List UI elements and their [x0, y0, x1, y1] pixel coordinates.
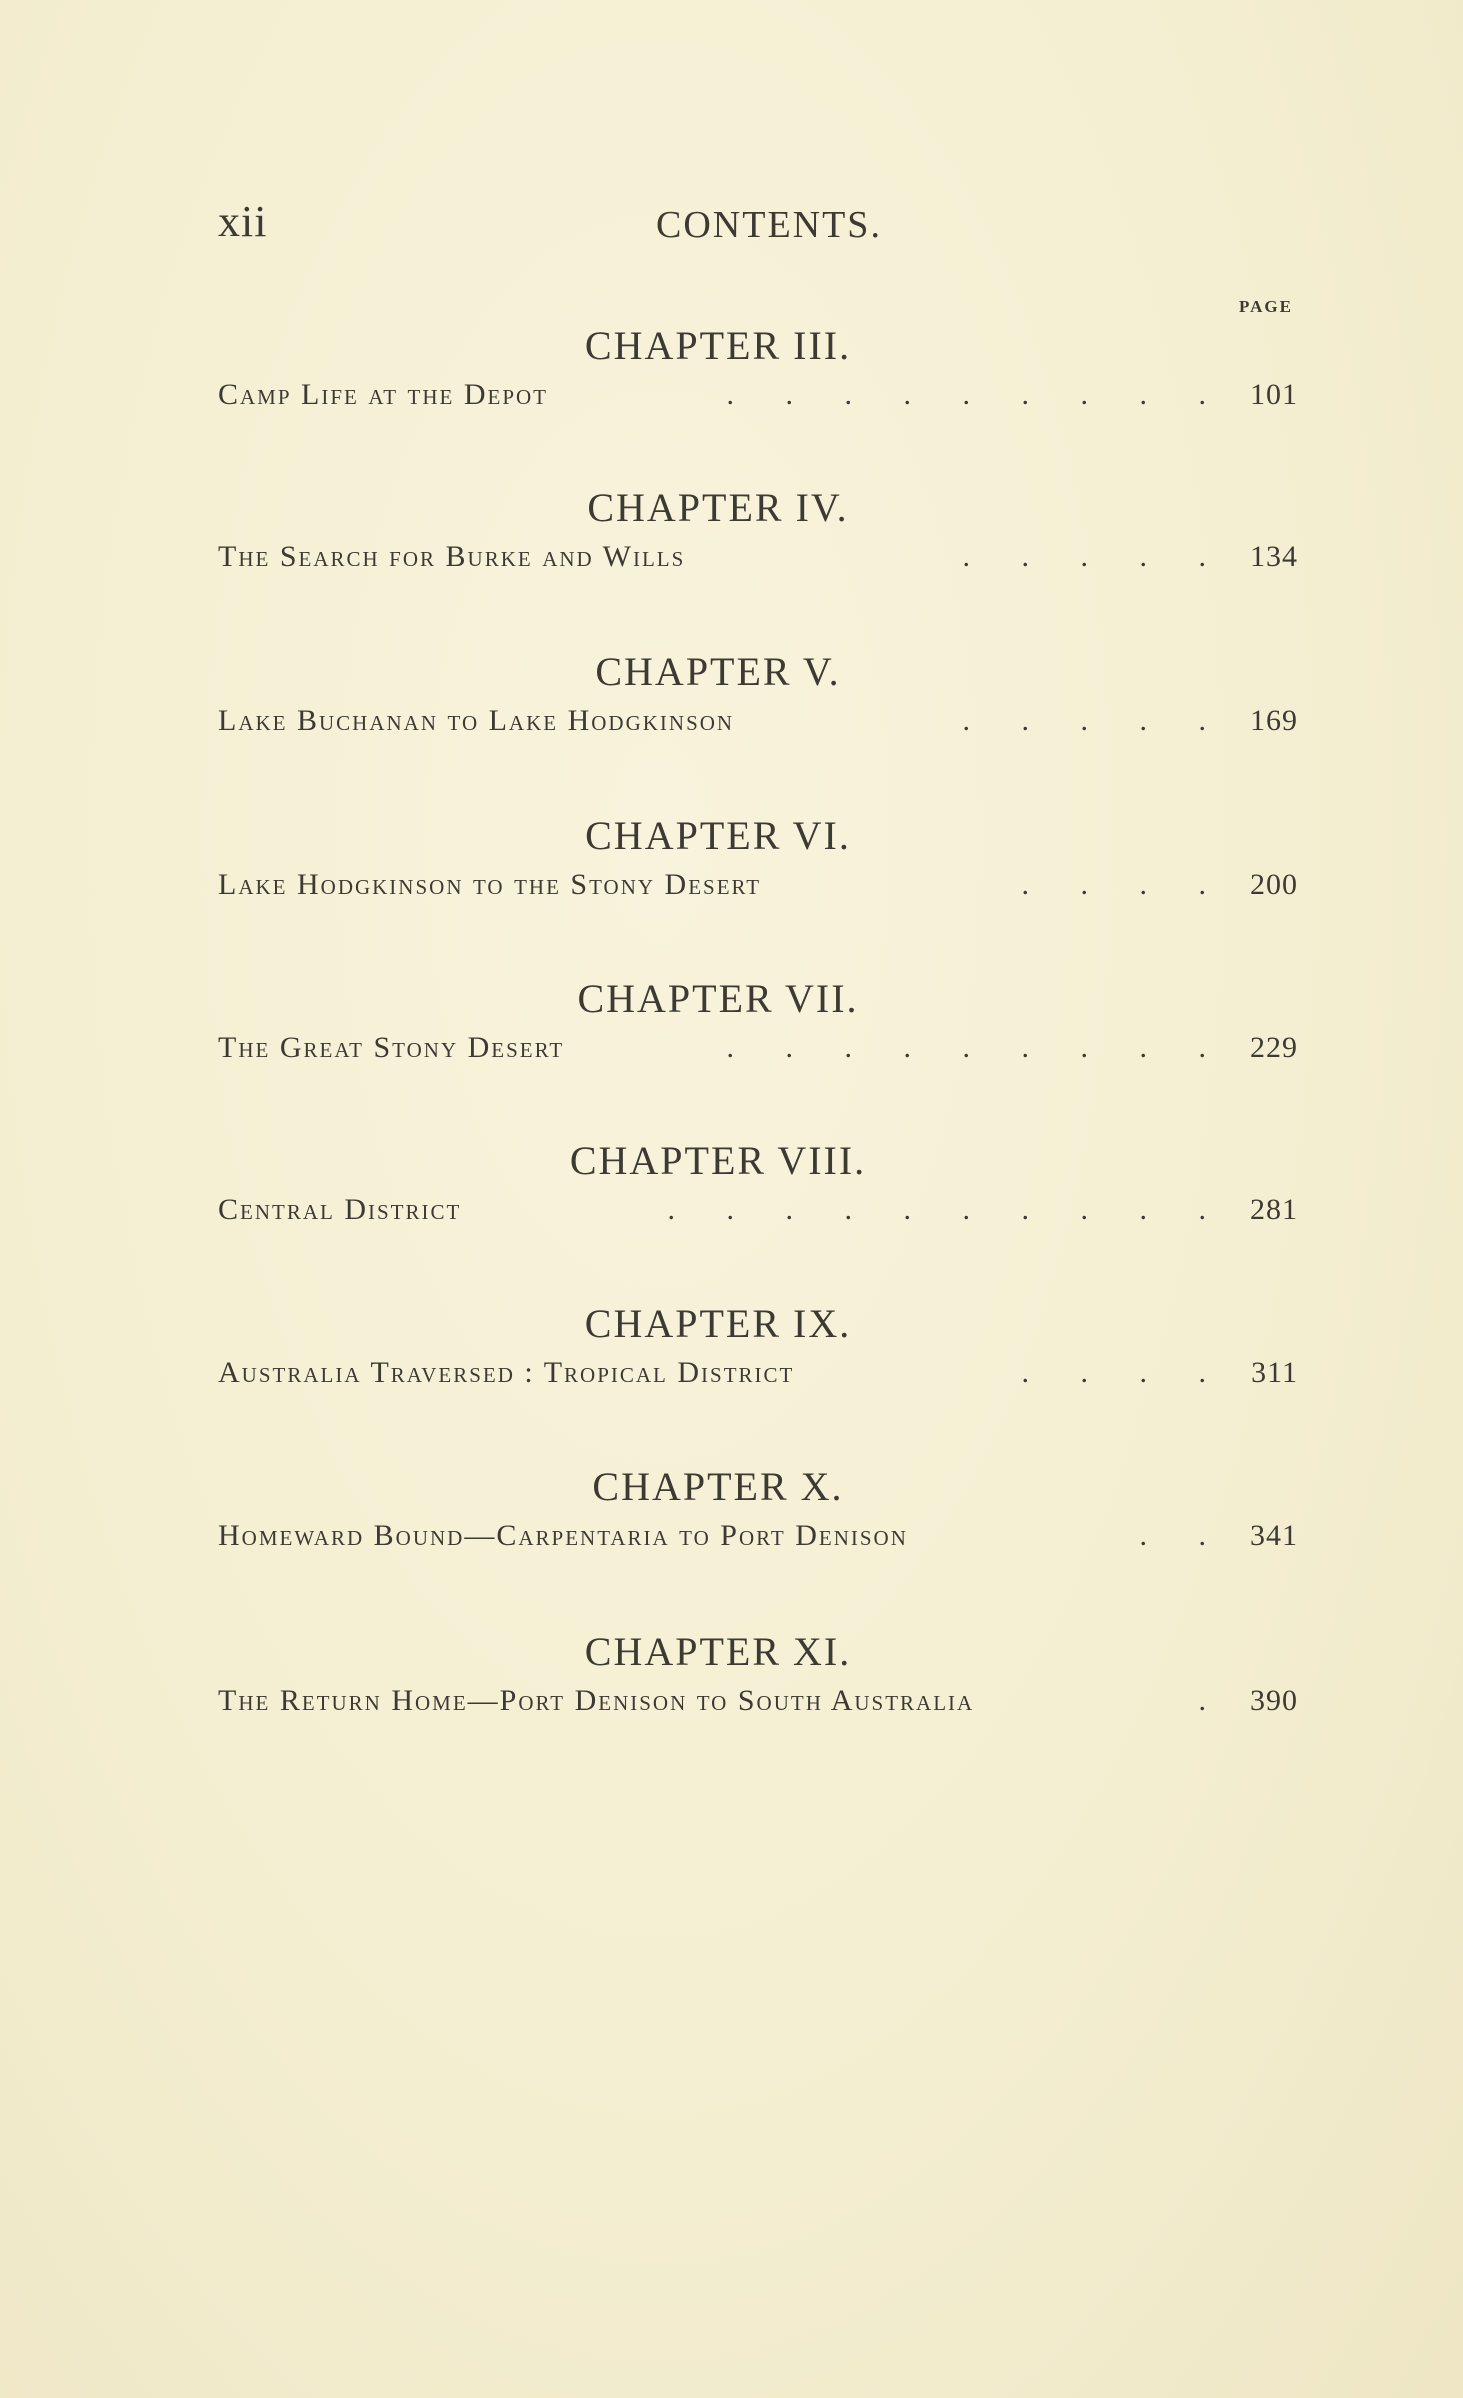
entry-title: Central District: [218, 1193, 462, 1226]
entry-title: Lake Hodgkinson to the Stony Desert: [218, 868, 762, 901]
page-column-label: PAGE: [1239, 297, 1293, 316]
leader-dots: . . . .: [1021, 1356, 1228, 1389]
entry-page-number: 200: [1250, 868, 1298, 901]
toc-chapter-10: [218, 1463, 1298, 1583]
leader-dots: . .: [1139, 1519, 1228, 1552]
toc-entry: [218, 868, 1298, 908]
leader-dots: . . . . . . . . . .: [667, 1193, 1228, 1226]
toc-chapter-8: [218, 1137, 1298, 1257]
chapter-heading: CHAPTER III.: [584, 323, 852, 368]
entry-page-number: 134: [1250, 540, 1298, 573]
entry-title: Lake Buchanan to Lake Hodgkinson: [218, 704, 735, 737]
toc-chapter-4: [218, 484, 1298, 604]
entry-title: Homeward Bound—Carpentaria to Port Denison: [218, 1519, 908, 1552]
entry-title: Australia Traversed : Tropical District: [218, 1356, 795, 1389]
toc-chapter-5: [218, 648, 1298, 768]
toc-entry: [218, 1031, 1298, 1071]
toc-entry: [218, 1193, 1298, 1233]
chapter-heading: CHAPTER V.: [595, 649, 841, 694]
entry-page-number: 281: [1250, 1193, 1298, 1226]
entry-page-number: 341: [1250, 1519, 1298, 1552]
entry-title: The Great Stony Desert: [218, 1031, 565, 1064]
entry-page-number: 311: [1251, 1356, 1298, 1389]
chapter-heading: CHAPTER XI.: [584, 1629, 852, 1674]
toc-entry: [218, 378, 1298, 418]
toc-entry: [218, 704, 1298, 744]
toc-entry: [218, 1519, 1298, 1559]
chapter-heading: CHAPTER VII.: [577, 976, 859, 1021]
leader-dots: . . . . . . . . .: [726, 1031, 1228, 1064]
leader-dots: . . . . .: [962, 540, 1228, 573]
leader-dots: . . . .: [1021, 868, 1228, 901]
entry-title: The Return Home—Port Denison to South Australia: [218, 1684, 975, 1717]
toc-chapter-3: [218, 322, 1298, 442]
chapter-heading: CHAPTER X.: [592, 1464, 844, 1509]
running-head: CONTENTS.: [656, 204, 882, 246]
leader-dots: . . . . .: [962, 704, 1228, 737]
toc-entry: [218, 1356, 1298, 1396]
leader-dots: .: [1198, 1684, 1228, 1717]
entry-title: Camp Life at the Depot: [218, 378, 549, 411]
entry-page-number: 101: [1250, 378, 1298, 411]
chapter-heading: CHAPTER IV.: [587, 485, 849, 530]
toc-chapter-11: [218, 1628, 1298, 1748]
toc-entry: [218, 540, 1298, 580]
toc-chapter-7: [218, 975, 1298, 1095]
leader-dots: . . . . . . . . .: [726, 378, 1228, 411]
chapter-heading: CHAPTER IX.: [584, 1301, 852, 1346]
chapter-heading: CHAPTER VIII.: [569, 1138, 867, 1183]
entry-page-number: 169: [1250, 704, 1298, 737]
entry-title: The Search for Burke and Wills: [218, 540, 686, 573]
chapter-heading: CHAPTER VI.: [585, 813, 851, 858]
toc-entry: [218, 1684, 1298, 1724]
entry-page-number: 229: [1250, 1031, 1298, 1064]
entry-page-number: 390: [1250, 1684, 1298, 1717]
toc-chapter-6: [218, 812, 1298, 932]
page-number: xii: [218, 197, 268, 246]
toc-chapter-9: [218, 1300, 1298, 1420]
